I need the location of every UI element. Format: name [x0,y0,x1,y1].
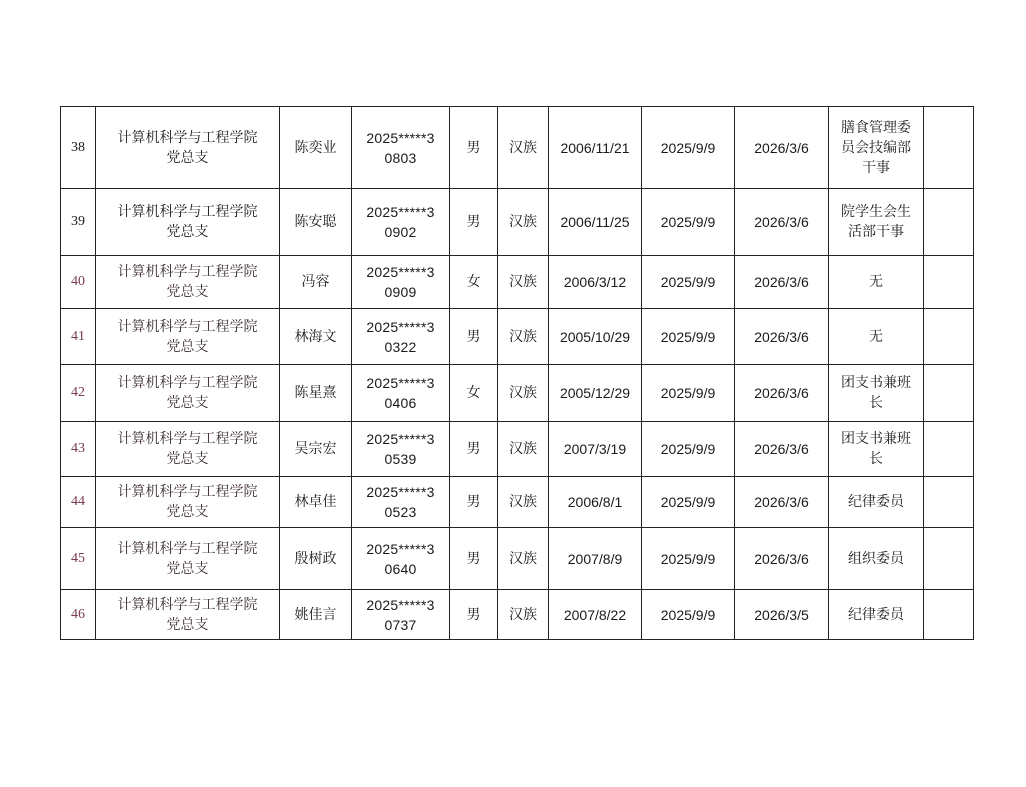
start-date-cell [642,107,735,189]
end-date-cell-text: 2026/3/6 [754,494,809,510]
end-date-cell-text: 2026/3/6 [754,139,809,156]
gender-cell [450,365,498,422]
remarks-cell [924,422,974,477]
start-date-cell [642,189,735,256]
student-id-cell [352,590,450,640]
row-index-cell-text: 40 [71,274,85,289]
position-cell [829,107,924,189]
table-row [61,477,974,528]
ethnicity-cell [498,365,549,422]
unit-cell [96,309,280,365]
start-date-cell-text: 2025/9/9 [660,441,716,457]
gender-cell [450,528,498,590]
ethnicity-cell-text: 汉族 [509,328,537,345]
unit-cell-text: 计算机科学与工程学院 [117,596,258,613]
gender-cell [450,590,498,640]
unit-cell-text: 计算机科学与工程学院 [117,540,258,557]
birth-date-cell [549,309,642,365]
row-index-cell [61,189,96,256]
student-id-cell-text: 2025*****3 [366,375,435,391]
row-index-cell-text: 44 [71,494,85,509]
student-id-cell [352,477,450,528]
name-cell [280,590,352,640]
position-cell-text: 组织委员 [848,550,904,567]
name-cell-text: 吴宗宏 [294,441,337,457]
gender-cell-text: 女 [466,274,481,290]
position-cell-text: 团支书兼班 [841,375,911,391]
birth-date-cell [549,189,642,256]
gender-cell [450,477,498,528]
position-cell-text: 团支书兼班 [841,431,911,447]
student-id-cell-text: 2025*****3 [366,318,435,335]
student-id-cell [352,189,450,256]
position-cell-text: 无 [869,274,883,290]
birth-date-cell-text: 2006/11/25 [560,214,630,230]
birth-date-cell [549,422,642,477]
end-date-cell [735,256,829,309]
position-cell [829,590,924,640]
student-id-cell-text: 2025*****3 [366,596,435,613]
student-id-cell-text: 2025*****3 [366,484,435,500]
birth-date-cell-text: 2007/8/22 [563,606,627,623]
name-cell-text: 陈奕业 [294,139,337,156]
unit-cell-text: 计算机科学与工程学院 [117,318,258,335]
ethnicity-cell [498,528,549,590]
birth-date-cell-text: 2005/10/29 [559,328,631,345]
start-date-cell-text: 2025/9/9 [660,550,716,567]
ethnicity-cell-text: 汉族 [509,274,537,290]
unit-cell-text: 党总支 [166,451,209,467]
student-id-cell-text: 0902 [384,224,417,240]
unit-cell-text: 党总支 [166,149,209,166]
unit-cell-text: 计算机科学与工程学院 [117,264,258,280]
birth-date-cell [549,256,642,309]
name-cell [280,256,352,309]
gender-cell-text: 男 [466,494,481,510]
gender-cell [450,189,498,256]
ethnicity-cell [498,477,549,528]
remarks-cell [924,477,974,528]
student-id-cell [352,256,450,309]
gender-cell-text: 男 [466,139,481,156]
ethnicity-cell-text: 汉族 [509,139,537,156]
remarks-cell [924,256,974,309]
position-cell-text: 长 [869,451,883,467]
ethnicity-cell-text: 汉族 [509,494,537,510]
unit-cell-text: 党总支 [166,616,209,633]
student-id-cell-text: 0523 [384,504,417,520]
row-index-cell [61,309,96,365]
start-date-cell [642,365,735,422]
end-date-cell-text: 2026/3/6 [754,550,809,567]
end-date-cell [735,309,829,365]
position-cell [829,256,924,309]
unit-cell [96,365,280,422]
gender-cell [450,309,498,365]
row-index-cell [61,590,96,640]
student-id-cell-text: 2025*****3 [366,129,435,146]
end-date-cell [735,477,829,528]
unit-cell [96,189,280,256]
gender-cell-text: 男 [466,214,481,230]
start-date-cell-text: 2025/9/9 [660,494,716,510]
position-cell-text: 无 [869,328,883,345]
ethnicity-cell [498,590,549,640]
start-date-cell-text: 2025/9/9 [660,274,716,290]
ethnicity-cell-text: 汉族 [509,441,537,457]
unit-cell-text: 党总支 [166,224,209,240]
position-cell-text: 纪律委员 [848,494,904,510]
unit-cell [96,477,280,528]
position-cell [829,422,924,477]
ethnicity-cell-text: 汉族 [509,385,537,401]
name-cell [280,365,352,422]
start-date-cell-text: 2025/9/9 [660,214,716,230]
end-date-cell-text: 2026/3/6 [754,328,809,345]
name-cell [280,422,352,477]
ethnicity-cell-text: 汉族 [509,214,537,230]
table-row [61,422,974,477]
remarks-cell [924,309,974,365]
ethnicity-cell-text: 汉族 [509,550,537,567]
name-cell [280,189,352,256]
end-date-cell-text: 2026/3/6 [754,441,809,457]
row-index-cell [61,365,96,422]
student-id-cell-text: 0322 [384,338,417,355]
unit-cell-text: 党总支 [166,395,209,411]
unit-cell-text: 计算机科学与工程学院 [117,484,258,500]
end-date-cell [735,422,829,477]
unit-cell-text: 计算机科学与工程学院 [117,431,258,447]
row-index-cell [61,256,96,309]
remarks-cell [924,189,974,256]
table-row [61,365,974,422]
end-date-cell [735,365,829,422]
student-id-cell-text: 0803 [384,149,417,166]
gender-cell-text: 男 [466,606,481,623]
unit-cell-text: 党总支 [166,338,209,355]
end-date-cell [735,528,829,590]
birth-date-cell-text: 2006/8/1 [567,494,623,510]
unit-cell [96,528,280,590]
student-id-cell-text: 0539 [384,451,417,467]
student-id-cell [352,528,450,590]
start-date-cell [642,422,735,477]
name-cell [280,477,352,528]
student-id-cell-text: 0406 [384,395,417,411]
end-date-cell-text: 2026/3/6 [754,385,809,401]
row-index-cell [61,477,96,528]
unit-cell-text: 计算机科学与工程学院 [117,204,258,220]
student-id-cell-text: 2025*****3 [366,540,435,557]
start-date-cell [642,309,735,365]
end-date-cell [735,590,829,640]
birth-date-cell [549,477,642,528]
position-cell-text: 膳食管理委 [841,119,911,136]
gender-cell-text: 男 [466,441,481,457]
birth-date-cell-text: 2006/3/12 [563,274,627,290]
ethnicity-cell [498,309,549,365]
start-date-cell [642,256,735,309]
position-cell [829,365,924,422]
position-cell [829,309,924,365]
ethnicity-cell [498,422,549,477]
name-cell [280,528,352,590]
name-cell-text: 殷树政 [294,550,337,567]
birth-date-cell-text: 2005/12/29 [559,385,631,401]
table-row [61,309,974,365]
name-cell-text: 林卓佳 [294,494,337,510]
ethnicity-cell-text: 汉族 [509,606,537,623]
ethnicity-cell [498,189,549,256]
ethnicity-cell [498,256,549,309]
birth-date-cell [549,107,642,189]
position-cell [829,477,924,528]
row-index-cell-text: 41 [71,328,85,344]
name-cell [280,107,352,189]
student-id-cell-text: 2025*****3 [366,264,435,280]
birth-date-cell-text: 2006/11/21 [560,139,630,156]
name-cell-text: 陈星熹 [294,385,337,401]
student-id-cell-text: 0640 [384,560,417,577]
unit-cell [96,107,280,189]
start-date-cell [642,528,735,590]
remarks-cell [924,365,974,422]
position-cell [829,528,924,590]
start-date-cell [642,590,735,640]
start-date-cell-text: 2025/9/9 [660,606,716,623]
end-date-cell-text: 2026/3/5 [754,606,809,623]
unit-cell-text: 计算机科学与工程学院 [117,375,258,391]
position-cell-text: 活部干事 [848,224,904,240]
position-cell-text: 员会技编部 [841,139,911,156]
remarks-cell [924,107,974,189]
row-index-cell-text: 38 [71,139,85,155]
birth-date-cell [549,365,642,422]
unit-cell [96,422,280,477]
unit-cell-text: 党总支 [166,560,209,577]
row-index-cell-text: 46 [71,606,85,622]
roster-table [60,106,974,640]
unit-cell-text: 计算机科学与工程学院 [117,129,258,146]
start-date-cell-text: 2025/9/9 [660,385,716,401]
roster-body [61,107,974,640]
birth-date-cell-text: 2007/8/9 [567,550,623,567]
birth-date-cell [549,528,642,590]
end-date-cell [735,189,829,256]
student-id-cell-text: 2025*****3 [366,431,435,447]
birth-date-cell-text: 2007/3/19 [563,441,627,457]
unit-cell [96,256,280,309]
position-cell-text: 院学生会生 [841,204,911,220]
start-date-cell [642,477,735,528]
position-cell-text: 纪律委员 [848,606,904,623]
table-row [61,590,974,640]
end-date-cell-text: 2026/3/6 [754,274,809,290]
gender-cell-text: 男 [466,328,481,345]
student-id-cell-text: 0737 [384,616,417,633]
position-cell [829,189,924,256]
remarks-cell [924,528,974,590]
student-id-cell [352,365,450,422]
gender-cell [450,422,498,477]
row-index-cell-text: 43 [71,441,85,456]
student-id-cell [352,422,450,477]
gender-cell-text: 女 [466,385,481,401]
unit-cell [96,590,280,640]
unit-cell-text: 党总支 [166,284,209,300]
ethnicity-cell [498,107,549,189]
table-row [61,528,974,590]
gender-cell-text: 男 [466,550,481,567]
end-date-cell-text: 2026/3/6 [754,214,809,230]
birth-date-cell [549,590,642,640]
start-date-cell-text: 2025/9/9 [660,328,716,345]
row-index-cell-text: 45 [71,550,85,566]
name-cell-text: 姚佳言 [294,606,337,623]
student-id-cell-text: 2025*****3 [366,204,435,220]
unit-cell-text: 党总支 [166,504,209,520]
remarks-cell [924,590,974,640]
row-index-cell [61,422,96,477]
student-id-cell [352,309,450,365]
name-cell-text: 陈安聪 [294,214,337,230]
row-index-cell-text: 42 [71,385,85,400]
row-index-cell [61,528,96,590]
table-row [61,256,974,309]
table-row [61,189,974,256]
gender-cell [450,107,498,189]
name-cell-text: 林海文 [294,328,337,345]
table-row [61,107,974,189]
name-cell-text: 冯容 [301,274,330,290]
student-id-cell [352,107,450,189]
position-cell-text: 长 [869,395,883,411]
row-index-cell-text: 39 [71,214,85,229]
end-date-cell [735,107,829,189]
gender-cell [450,256,498,309]
start-date-cell-text: 2025/9/9 [660,139,716,156]
student-id-cell-text: 0909 [384,284,417,300]
name-cell [280,309,352,365]
row-index-cell [61,107,96,189]
position-cell-text: 干事 [862,159,890,176]
